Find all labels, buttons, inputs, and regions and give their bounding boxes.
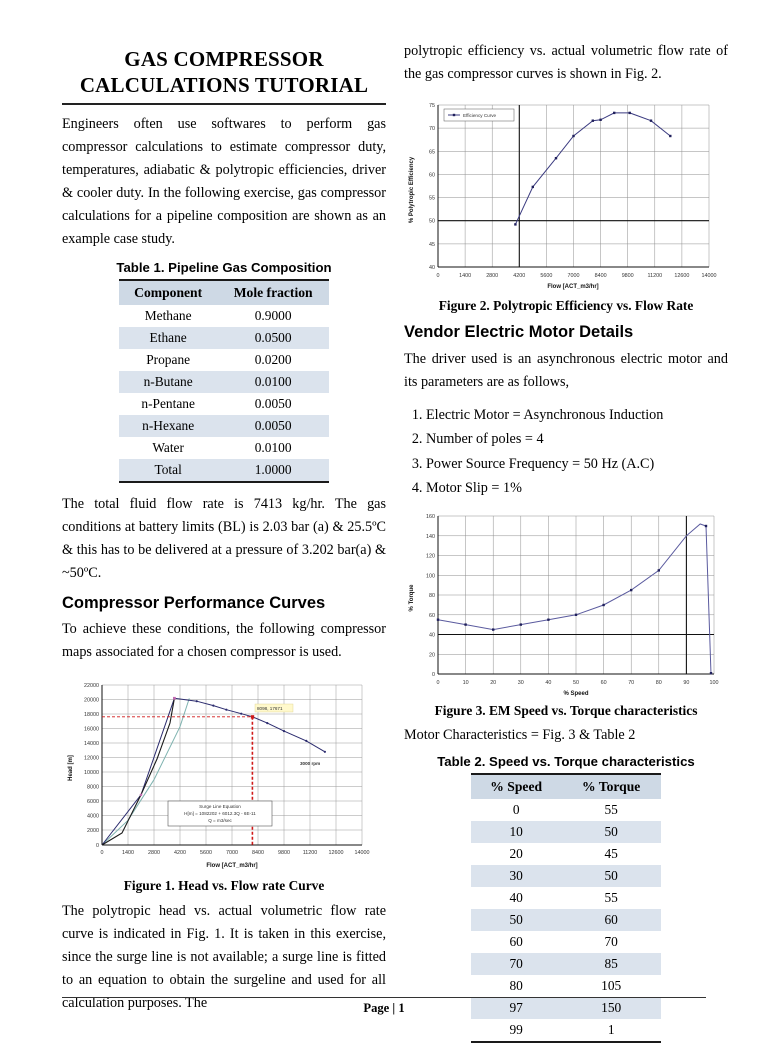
svg-text:11200: 11200 [302, 850, 318, 857]
conditions-paragraph: The total fluid flow rate is 7413 kg/hr. The gas conditions at battery limits (BL) is 2.03 bar (a) & 25.5ºC & this has to be delivered at a pressure of 3.202 bar(a) & ~50ºC. [62, 495, 386, 581]
column-header-mole-fraction: Mole fraction [217, 280, 329, 305]
svg-text:8400: 8400 [252, 850, 264, 857]
svg-text:40: 40 [429, 632, 435, 639]
cell-mole-fraction: 0.0200 [254, 351, 292, 367]
table-row [471, 821, 661, 843]
svg-text:4200: 4200 [513, 273, 526, 279]
curves-paragraph: To achieve these conditions, the following compressor maps associated for a chosen compressor is used. [62, 621, 386, 661]
svg-text:2800: 2800 [148, 850, 160, 857]
cell-speed: 10 [509, 823, 523, 839]
svg-text:16000: 16000 [84, 726, 99, 733]
figure3-x-axis-title: % Speed [563, 691, 589, 698]
svg-text:30: 30 [517, 680, 524, 687]
polytropic-paragraph: The polytropic head vs. actual volumetric flow rate curve is indicated in Fig. 1. It is taken in this exercise, since the surge line is not available; a surge line is fitted to an equation to obtain the surgeline and used for all calculation purposes. The [62, 903, 386, 1012]
svg-text:7000: 7000 [226, 850, 238, 857]
cell-component: Total [154, 461, 182, 477]
svg-text:40: 40 [545, 680, 552, 687]
left-column [62, 40, 386, 1024]
continuation-paragraph: polytropic efficiency vs. actual volumetric flow rate of the gas compressor curves is shown in Fig. 2. [404, 43, 728, 82]
svg-text:6000: 6000 [87, 799, 99, 806]
table-row [119, 305, 329, 327]
table-row [119, 437, 329, 459]
table-row [119, 327, 329, 349]
section-heading-compressor-performance-curves: Compressor Performance Curves [62, 593, 326, 612]
svg-text:7000: 7000 [567, 273, 580, 279]
motor-characteristics-line: Motor Characteristics = Fig. 3 & Table 2 [404, 727, 636, 744]
svg-text:4200: 4200 [174, 850, 186, 857]
motor-parameters-list [404, 403, 728, 501]
page-title [62, 46, 386, 99]
cell-component: n-Butane [143, 373, 193, 389]
table-row [471, 975, 661, 997]
table-row [471, 887, 661, 909]
footer-divider [62, 997, 706, 998]
cell-torque: 1 [607, 1021, 615, 1037]
figure1-x-axis-title: Flow [ACT_m3/hr] [206, 863, 258, 870]
cell-torque: 45 [604, 845, 618, 861]
driver-paragraph: The driver used is an asynchronous electric motor and its parameters are as follows, [404, 350, 728, 390]
svg-text:120: 120 [426, 553, 435, 560]
table-row [119, 415, 329, 437]
figure1-surge-eq-line2: Q = m3/sec [208, 818, 232, 824]
svg-text:80: 80 [429, 593, 435, 600]
table-header-row [119, 280, 329, 305]
cell-torque: 50 [604, 867, 618, 883]
cell-mole-fraction: 0.9000 [254, 307, 292, 323]
cell-speed: 40 [509, 889, 523, 905]
figure1-caption: Figure 1. Head vs. Flow rate Curve [123, 878, 325, 894]
svg-text:8000: 8000 [87, 784, 99, 791]
figure3-y-axis-title: % Torque [409, 585, 415, 612]
column-header-torque: % Torque [561, 774, 661, 799]
svg-text:22000: 22000 [84, 683, 99, 690]
page-number: Page | 1 [363, 1001, 405, 1015]
cell-component: Water [152, 439, 184, 455]
svg-text:20: 20 [429, 652, 435, 659]
intro-paragraph: Engineers often use softwares to perform gas compressor calculations to estimate compressor duty, temperatures, adiabatic & polytropic efficiencies, driver & cooler duty. In the following exercise, gas compressor calculations for a pipeline composition are shown as an example case study. [62, 115, 386, 247]
figure3-speed-vs-torque-chart [404, 506, 728, 698]
svg-text:55: 55 [429, 195, 435, 202]
column-header-speed: % Speed [471, 774, 561, 799]
table-pipeline-gas-composition [119, 279, 329, 483]
table-row [471, 931, 661, 953]
svg-text:12000: 12000 [84, 755, 99, 762]
svg-text:0: 0 [436, 273, 440, 279]
table-row-total [119, 459, 329, 482]
svg-text:60: 60 [600, 680, 607, 687]
figure2-svg [404, 95, 728, 293]
table-row [471, 799, 661, 821]
figure2-efficiency-chart [404, 95, 728, 293]
cell-speed: 97 [509, 999, 523, 1015]
svg-text:0: 0 [100, 850, 104, 857]
cell-torque: 55 [604, 889, 618, 905]
figure1-svg [62, 673, 386, 873]
right-column [404, 40, 728, 1043]
svg-text:14000: 14000 [84, 741, 99, 748]
svg-text:0: 0 [432, 672, 435, 679]
svg-text:60: 60 [429, 613, 435, 620]
title-line-1: GAS COMPRESSOR [124, 47, 324, 71]
figure3-svg [404, 506, 728, 698]
svg-text:50: 50 [573, 680, 579, 687]
cell-speed: 80 [509, 977, 523, 993]
cell-torque: 150 [601, 999, 622, 1015]
cell-speed: 0 [512, 801, 520, 817]
table-header-row [471, 774, 661, 799]
table2-title: Table 2. Speed vs. Torque characteristics [437, 753, 695, 769]
svg-text:50: 50 [429, 218, 435, 225]
cell-speed: 70 [509, 955, 523, 971]
table-row [471, 1019, 661, 1042]
cell-speed: 20 [509, 845, 523, 861]
svg-text:80: 80 [655, 680, 662, 687]
svg-text:12600: 12600 [674, 273, 690, 279]
svg-text:1400: 1400 [459, 273, 472, 279]
svg-text:100: 100 [426, 573, 435, 580]
cell-torque: 105 [601, 977, 622, 993]
cell-mole-fraction: 0.0100 [254, 439, 292, 455]
svg-text:0: 0 [436, 680, 440, 687]
cell-component: Ethane [149, 329, 187, 345]
figure1-head-vs-flow-chart [62, 673, 386, 873]
list-item: 2. Number of poles = 4 [426, 427, 728, 451]
svg-text:70: 70 [429, 126, 435, 133]
cell-component: Propane [146, 351, 191, 367]
figure2-legend-label: Efficiency Curve [463, 113, 497, 118]
svg-text:160: 160 [426, 514, 435, 521]
svg-text:10: 10 [462, 680, 469, 687]
figure1-surge-eq-title: Surge Line Equation [199, 804, 241, 810]
cell-torque: 85 [604, 955, 618, 971]
figure2-caption: Figure 2. Polytropic Efficiency vs. Flow Rate [438, 298, 694, 313]
cell-speed: 30 [509, 867, 523, 883]
list-item: 3. Power Source Frequency = 50 Hz (A.C) [426, 452, 728, 476]
cell-mole-fraction: 0.0050 [254, 395, 292, 411]
cell-torque: 50 [604, 823, 618, 839]
figure3-caption: Figure 3. EM Speed vs. Torque characteristics [434, 703, 698, 719]
section-heading-vendor-electric-motor-details: Vendor Electric Motor Details [404, 323, 634, 341]
svg-text:45: 45 [429, 241, 435, 248]
table-row [119, 371, 329, 393]
cell-speed: 99 [509, 1021, 523, 1037]
svg-text:9800: 9800 [621, 273, 634, 279]
figure1-rpm-annotation: 3000 rpm [300, 761, 321, 767]
svg-text:20000: 20000 [84, 697, 99, 704]
cell-component: Methane [144, 307, 192, 323]
list-item: 1. Electric Motor = Asynchronous Induction [426, 403, 728, 427]
svg-text:10000: 10000 [84, 770, 99, 777]
cell-torque: 55 [604, 801, 618, 817]
svg-text:2800: 2800 [486, 273, 499, 279]
svg-text:5600: 5600 [540, 273, 553, 279]
table1-title: Table 1. Pipeline Gas Composition [116, 259, 332, 275]
title-line-2: CALCULATIONS TUTORIAL [79, 73, 369, 98]
table-row [119, 393, 329, 415]
svg-text:9800: 9800 [278, 850, 290, 857]
cell-torque: 60 [604, 911, 618, 927]
cell-speed: 60 [509, 933, 523, 949]
cell-mole-fraction: 1.0000 [254, 461, 292, 477]
svg-text:75: 75 [429, 103, 435, 109]
cell-component: n-Hexane [142, 417, 195, 433]
svg-text:14000: 14000 [354, 850, 370, 857]
svg-text:40: 40 [429, 265, 435, 271]
table-row [471, 909, 661, 931]
svg-text:12600: 12600 [328, 850, 344, 857]
figure1-operating-point-label: 8098, 17671 [257, 706, 283, 712]
list-item: 4. Motor Slip = 1% [426, 476, 728, 500]
cell-mole-fraction: 0.0050 [254, 417, 292, 433]
cell-mole-fraction: 0.0500 [254, 329, 292, 345]
svg-text:14000: 14000 [701, 273, 717, 279]
figure2-y-axis-title: % Polytropic Efficiency [409, 156, 415, 224]
svg-text:1400: 1400 [122, 850, 134, 857]
cell-mole-fraction: 0.0100 [254, 373, 292, 389]
svg-text:11200: 11200 [647, 273, 663, 279]
svg-text:5600: 5600 [200, 850, 212, 857]
title-divider [62, 103, 386, 105]
table-row [471, 843, 661, 865]
figure1-y-axis-title: Head [m] [68, 755, 74, 782]
svg-text:100: 100 [709, 680, 719, 687]
page-footer [0, 997, 768, 1016]
svg-text:70: 70 [628, 680, 635, 687]
svg-text:140: 140 [426, 534, 435, 541]
svg-text:20: 20 [490, 680, 497, 687]
figure1-surge-eq-line1: H[m] = 1082202 + 6012.3Q - 6E-11 [184, 811, 256, 817]
svg-text:60: 60 [429, 172, 435, 179]
svg-text:18000: 18000 [84, 712, 99, 719]
cell-torque: 70 [604, 933, 618, 949]
figure2-legend [444, 109, 514, 121]
figure2-x-axis-title: Flow [ACT_m3/hr] [547, 284, 599, 290]
table-row [471, 865, 661, 887]
svg-text:2000: 2000 [87, 828, 99, 835]
table-row [119, 349, 329, 371]
cell-component: n-Pentane [141, 395, 195, 411]
svg-text:4000: 4000 [87, 813, 99, 820]
table-row [471, 953, 661, 975]
svg-text:65: 65 [429, 149, 435, 156]
svg-text:90: 90 [683, 680, 690, 687]
cell-speed: 50 [509, 911, 523, 927]
svg-text:8400: 8400 [594, 273, 607, 279]
column-header-component: Component [119, 280, 217, 305]
svg-text:0: 0 [96, 843, 99, 850]
